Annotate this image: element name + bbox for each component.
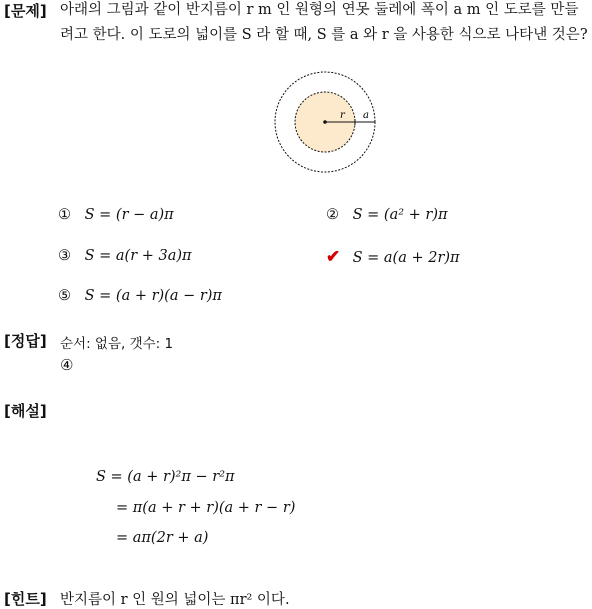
hint-text: 반지름이 r 인 원의 넓이는 πr² 이다. bbox=[60, 592, 290, 608]
choice-4[interactable] bbox=[326, 247, 460, 267]
solution-line-2: = π(a + r + r)(a + r − r) bbox=[116, 500, 296, 516]
solution-tag: [해설] bbox=[4, 402, 47, 420]
solution-line-3: = aπ(2r + a) bbox=[116, 530, 209, 546]
choice-1[interactable] bbox=[58, 207, 174, 223]
answer-tag: [정답] bbox=[4, 332, 47, 350]
choice-marker: ② bbox=[326, 207, 339, 223]
choice-text: S = a(a + 2r)π bbox=[352, 250, 460, 266]
answer-info: 순서: 없음, 갯수: 1 bbox=[60, 336, 174, 352]
label-a: a bbox=[363, 110, 369, 121]
hint-tag: [힌트] bbox=[4, 590, 47, 608]
choice-5[interactable] bbox=[58, 288, 222, 304]
check-icon: ✔ bbox=[326, 247, 341, 267]
answer-value: ④ bbox=[60, 356, 74, 374]
choice-text: S = a(r + 3a)π bbox=[84, 248, 192, 264]
choice-marker: ① bbox=[58, 207, 71, 223]
choice-text: S = (r − a)π bbox=[84, 207, 174, 223]
label-r: r bbox=[340, 110, 345, 121]
problem-text: 아래의 그림과 같이 반지름이 r m 인 원형의 연못 둘레에 폭이 a m 인 도로를 만들려고 한다. 이 도로의 넓이를 S 라 할 때, S 를 a 와 r 을 사용한 식으로 나타낸 것은? bbox=[60, 2, 588, 43]
pond-figure bbox=[270, 67, 380, 177]
solution-line-1: S = (a + r)²π − r²π bbox=[96, 469, 235, 485]
choice-text: S = (a + r)(a − r)π bbox=[84, 288, 222, 304]
problem-tag: [문제] bbox=[4, 2, 47, 20]
choice-3[interactable] bbox=[58, 248, 192, 264]
choice-marker: ⑤ bbox=[58, 288, 71, 304]
choice-text: S = (a² + r)π bbox=[352, 207, 448, 223]
center-dot bbox=[323, 120, 327, 124]
choice-2[interactable] bbox=[326, 207, 448, 223]
choice-marker: ③ bbox=[58, 248, 71, 264]
